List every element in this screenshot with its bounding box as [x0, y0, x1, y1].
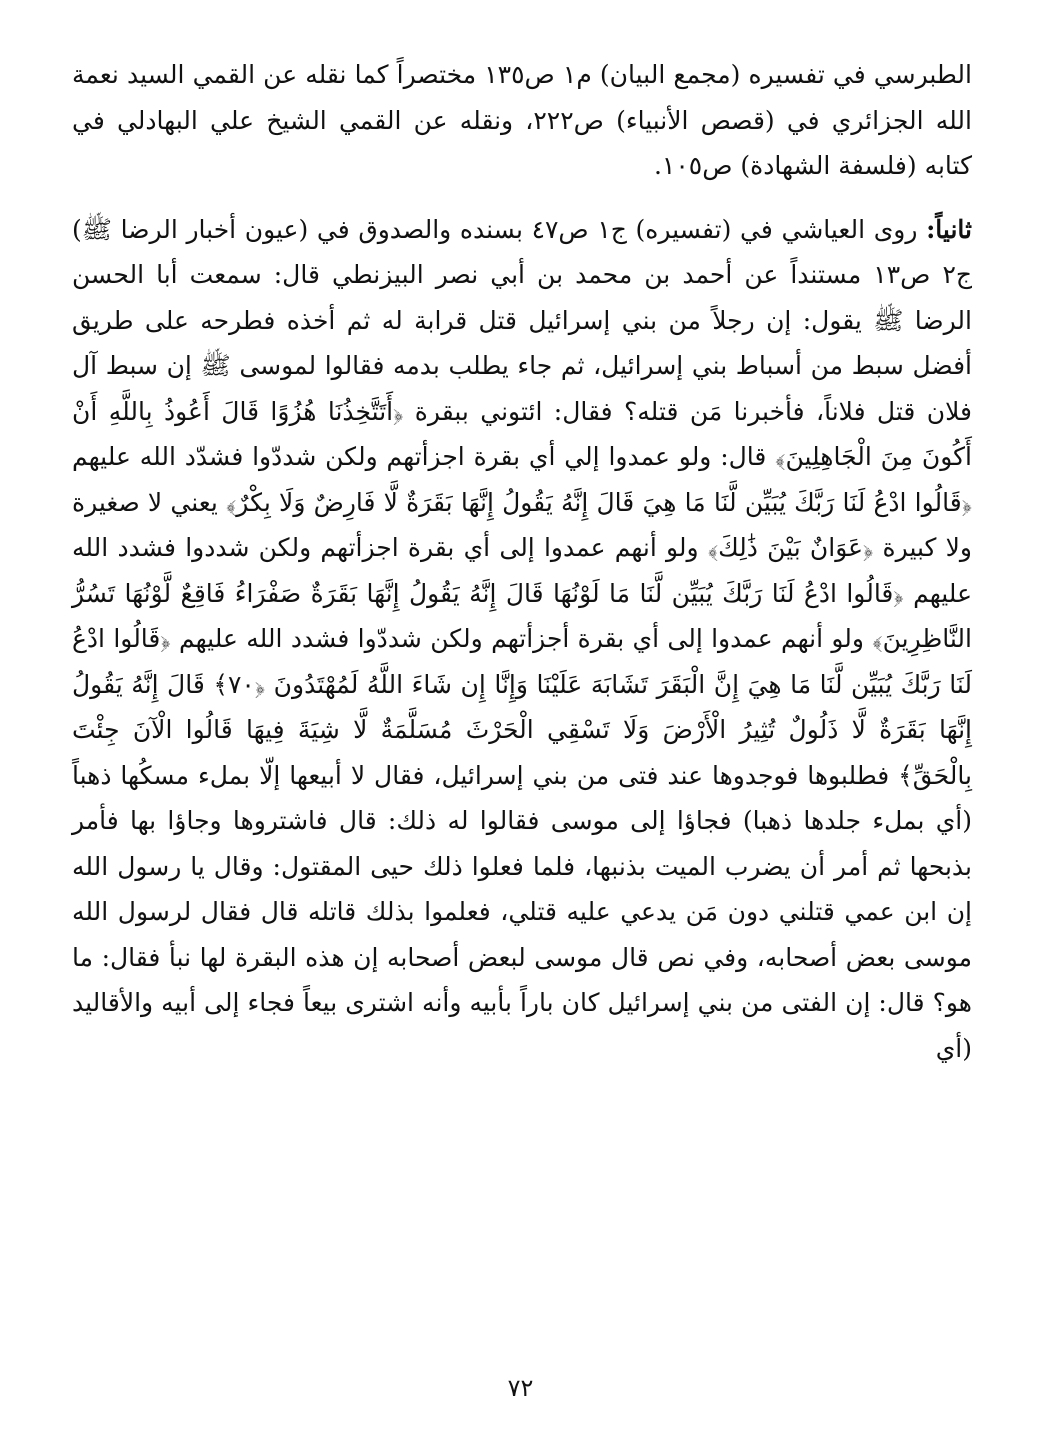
paragraph-second-narration: [72, 207, 972, 1072]
paragraph-text: روى العياشي في (تفسيره) ج١ ص٤٧ بسنده والصدوق في (عيون أخبار الرضا ﷺ) ج٢ ص١٣ مستنداً عن أحمد بن محمد بن أبي نصر البيزنطي قال: سمعت أبا الحسن الرضا ﷺ يقول: إن رجلاً من بني إسرائيل قتل قرابة له ثم أخذه فطرحه على طريق أفضل سبط من أسباط بني إسرائيل، ثم جاء يطلب بدمه فقالوا لموسى ﷺ إن سبط آل فلان قتل فلاناً، فأخبرنا مَن قتله؟ فقال: ائتوني ببقرة ﴿أَتَتَّخِذُنَا هُزُوًا قَالَ أَعُوذُ بِاللَّهِ أَنْ أَكُونَ مِنَ الْجَاهِلِينَ﴾ قال: ولو عمدوا إلي أي بقرة اجزأتهم ولكن شددّوا فشدّد الله عليهم ﴿قَالُوا ادْعُ لَنَا رَبَّكَ يُبَيِّن لَّنَا مَا هِيَ قَالَ إِنَّهُ يَقُولُ إِنَّهَا بَقَرَةٌ لَّا فَارِضٌ وَلَا بِكْرٌ﴾ يعني لا صغيرة ولا كبيرة ﴿عَوَانٌ بَيْنَ ذَٰلِكَ﴾ ولو أنهم عمدوا إلى أي بقرة اجزأتهم ولكن شددوا فشدد الله عليهم ﴿قَالُوا ادْعُ لَنَا رَبَّكَ يُبَيِّن لَّنَا مَا لَوْنُهَا قَالَ إِنَّهُ يَقُولُ إِنَّهَا بَقَرَةٌ صَفْرَاءُ فَاقِعٌ لَّوْنُهَا تَسُرُّ النَّاظِرِينَ﴾ ولو أنهم عمدوا إلى أي بقرة أجزأتهم ولكن شددّوا فشدد الله عليهم ﴿قَالُوا ادْعُ لَنَا رَبَّكَ يُبَيِّن لَّنَا مَا هِيَ إِنَّ الْبَقَرَ تَشَابَهَ عَلَيْنَا وَإِنَّا إِن شَاءَ اللَّهُ لَمُهْتَدُونَ ﴿٧٠﴾ قَالَ إِنَّهُ يَقُولُ إِنَّهَا بَقَرَةٌ لَّا ذَلُولٌ تُثِيرُ الْأَرْضَ وَلَا تَسْقِي الْحَرْثَ مُسَلَّمَةٌ لَّا شِيَةَ فِيهَا قَالُوا الْآنَ جِئْتَ بِالْحَقِّ﴾ فطلبوها فوجدوها عند فتى من بني إسرائيل، فقال لا أبيعها إلّا بملء مسكُها ذهباً (أي بملء جلدها ذهبا) فجاؤا إلى موسى فقالوا له ذلك: قال فاشتروها وجاؤا بها فأمر بذبحها ثم أمر أن يضرب الميت بذنبها، فلما فعلوا ذلك حيى المقتول: وقال يا رسول الله إن ابن عمي قتلني دون مَن يدعي عليه قتلي، فعلموا بذلك قاتله قال فقال لرسول الله موسى بعض أصحابه، وفي نص قال موسى لبعض أصحابه إن هذه البقرة لها نبأ فقال: ما هو؟ قال: إن الفتى من بني إسرائيل كان باراً بأبيه وأنه اشترى بيعاً فجاء إلى أبيه والأقاليد (أي: [72, 214, 973, 1063]
page-number: ٧٢: [507, 1374, 534, 1402]
document-page: [72, 52, 972, 1392]
paragraph-source-citation: [72, 52, 972, 189]
paragraph-text: الطبرسي في تفسيره (مجمع البيان) م١ ص١٣٥ مختصراً كما نقله عن القمي السيد نعمة الله الجزائري في (قصص الأنبياء) ص٢٢٢، ونقله عن القمي الشيخ علي البهادلي في كتابه (فلسفة الشهادة) ص١٠٥.: [72, 60, 972, 180]
paragraph-lead: ثانياً:: [926, 214, 973, 244]
